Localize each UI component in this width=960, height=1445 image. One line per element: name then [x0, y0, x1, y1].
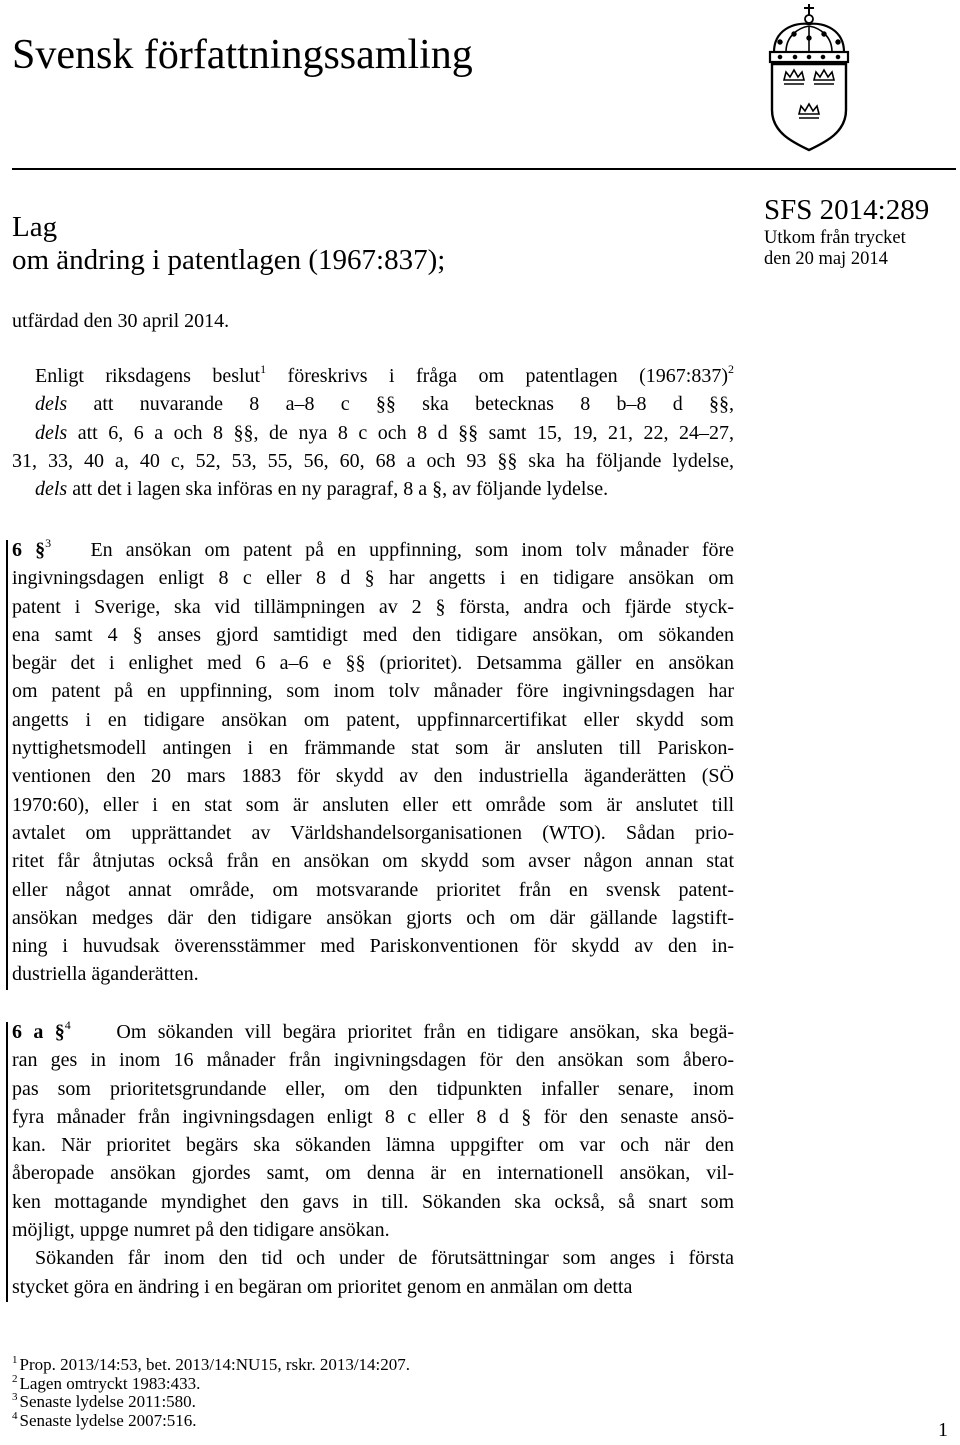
intro-paragraph	[12, 362, 734, 503]
footnote	[12, 1393, 410, 1412]
section-line: pas som prioritetsgrundande eller, om den tidpunkten infaller senare, inom	[12, 1077, 734, 1100]
section-line: patent i Sverige, ska vid tillämpningen av 2 § första, andra och fjärde styck-	[12, 595, 734, 618]
footnote	[12, 1409, 410, 1431]
footnote-text: Senaste lydelse 2011:580.	[19, 1392, 196, 1412]
section-line: 1970:60), eller i en stat som är ansluten eller ett område som är anslutet till	[12, 793, 734, 816]
change-bar	[6, 1022, 8, 1302]
footnotes	[12, 1356, 410, 1430]
section-line: ran ges in inom 16 månader från ingivningsdagen för den ansökan som åbero-	[12, 1049, 734, 1072]
page-number: 1	[938, 1419, 948, 1441]
footnote-text: Lagen omtryckt 1983:433.	[19, 1373, 201, 1393]
intro-line	[12, 390, 734, 418]
section-line: Sökanden får inom den tid och under de förutsättningar som anges i första	[35, 1247, 734, 1270]
section-line: åberopade ansökan gjordes samt, om denna är en internationell ansökan, vil-	[12, 1162, 734, 1185]
section-line: kan. När prioritet begärs ska sökanden lämna uppgifter om var och när den	[12, 1134, 734, 1157]
footnote	[12, 1372, 410, 1394]
footnote	[12, 1356, 410, 1375]
section-line: möjligt, uppge numret på den tidigare ansökan.	[12, 1219, 390, 1242]
intro-text: att det i lagen ska införas en ny paragraf, 8 a §, av följande lydelse.	[67, 478, 609, 501]
intro-line	[12, 475, 734, 503]
section-line: ingivningsdagen enligt 8 c eller 8 d § har angetts i en tidigare ansökan om	[12, 567, 734, 590]
swedish-royal-crest-icon	[760, 2, 858, 154]
section-number: 6 §	[12, 539, 46, 561]
dels-keyword: dels	[35, 478, 68, 501]
section-number: 6 a §	[12, 1021, 65, 1043]
change-bar	[6, 540, 8, 990]
section-line: ritet får åtnjutas också från en ansökan om skydd som avser någon annan stat	[12, 850, 734, 873]
footnote-mark: 3	[12, 1391, 18, 1404]
section-line	[12, 1018, 734, 1046]
sfs-block	[764, 192, 929, 270]
footnote-mark: 1	[12, 1354, 18, 1366]
law-title-line-1: Lag	[12, 211, 58, 243]
dels-keyword: dels	[35, 393, 68, 416]
section-line: ventionen den 20 mars 1883 för skydd av den industriella äganderätten (SÖ	[12, 765, 734, 788]
intro-line	[12, 362, 734, 390]
series-title: Svensk författningssamling	[12, 32, 473, 78]
dels-keyword: dels	[35, 421, 68, 444]
section-line: fyra månader från ingivningsdagen enligt 8 c eller 8 d § för den senaste ansö-	[12, 1105, 734, 1128]
issued-date: utfärdad den 30 april 2014.	[12, 310, 230, 332]
section-text: Om sökanden vill begära prioritet från en tidigare ansökan, ska begä-	[116, 1021, 735, 1043]
footnote-mark: 2	[12, 1372, 18, 1385]
law-title-line-2: om ändring i patentlagen (1967:837);	[12, 244, 446, 276]
footnote-text: Senaste lydelse 2007:516.	[19, 1410, 197, 1430]
section-line: om patent på en uppfinning, som inom tolv månader före ingivningsdagen har	[12, 680, 734, 703]
section-line	[12, 536, 734, 564]
footnote-mark: 4	[12, 1409, 18, 1422]
intro-text: att nuvarande 8 a–8 c §§ ska betecknas 8 b–8 d §§,	[67, 393, 734, 416]
footnote-ref: 3	[45, 536, 52, 550]
section-line: stycket göra en ändring i en begäran om prioritet genom en anmälan om detta	[12, 1275, 633, 1298]
section-line: dustriella äganderätten.	[12, 963, 199, 986]
intro-line	[12, 419, 734, 447]
section-line: angetts i en tidigare ansökan om patent, uppfinnarcertifikat eller skydd som	[12, 708, 734, 731]
section-6a	[12, 1018, 734, 1301]
section-line: avtalet om upprättandet av Världshandelsorganisationen (WTO). Sådan prio-	[12, 821, 734, 844]
sfs-number: SFS 2014:289	[764, 194, 930, 226]
section-line: ansökan medges där den tidigare ansökan gjorts och om där gällande lagstift-	[12, 906, 734, 929]
law-title	[12, 211, 445, 277]
footnote-ref: 1	[260, 362, 267, 376]
section-line: eller något annat område, om motsvarande prioritet från en svensk patent-	[12, 878, 734, 901]
footnote-ref: 4	[64, 1018, 71, 1032]
sfs-published-line-1: Utkom från trycket	[764, 228, 906, 248]
section-line: ena samt 4 § anses gjord samtidigt med den tidigare ansökan, om sökanden	[12, 623, 734, 646]
section-line: begär det i enlighet med 6 a–6 e §§ (prioritet). Detsamma gäller en ansökan	[12, 652, 734, 675]
intro-text: Enligt riksdagens beslut	[35, 365, 261, 387]
intro-text: att 6, 6 a och 8 §§, de nya 8 c och 8 d §§ samt 15, 19, 21, 22, 24–27,	[67, 421, 734, 444]
intro-text: föreskrivs i fråga om patentlagen (1967:837)	[266, 365, 728, 387]
header-rule	[12, 168, 956, 170]
intro-line: 31, 33, 40 a, 40 c, 52, 53, 55, 56, 60, 68 a och 93 §§ ska ha följande lydelse,	[12, 449, 734, 472]
section-line: nyttighetsmodell antingen i en främmande stat som är ansluten till Pariskon-	[12, 737, 734, 760]
section-line: ken mottagande myndighet den gavs in till. Sökanden ska också, så snart som	[12, 1190, 734, 1213]
footnote-text: Prop. 2013/14:53, bet. 2013/14:NU15, rskr. 2013/14:207.	[19, 1355, 411, 1374]
sfs-published-line-2: den 20 maj 2014	[764, 249, 888, 269]
footnote-ref: 2	[728, 362, 734, 376]
section-6	[12, 536, 734, 989]
section-text: En ansökan om patent på en uppfinning, som inom tolv månader före	[90, 539, 735, 561]
section-line: ning i huvudsak överensstämmer med Pariskonventionen för skydd av den in-	[12, 935, 734, 958]
